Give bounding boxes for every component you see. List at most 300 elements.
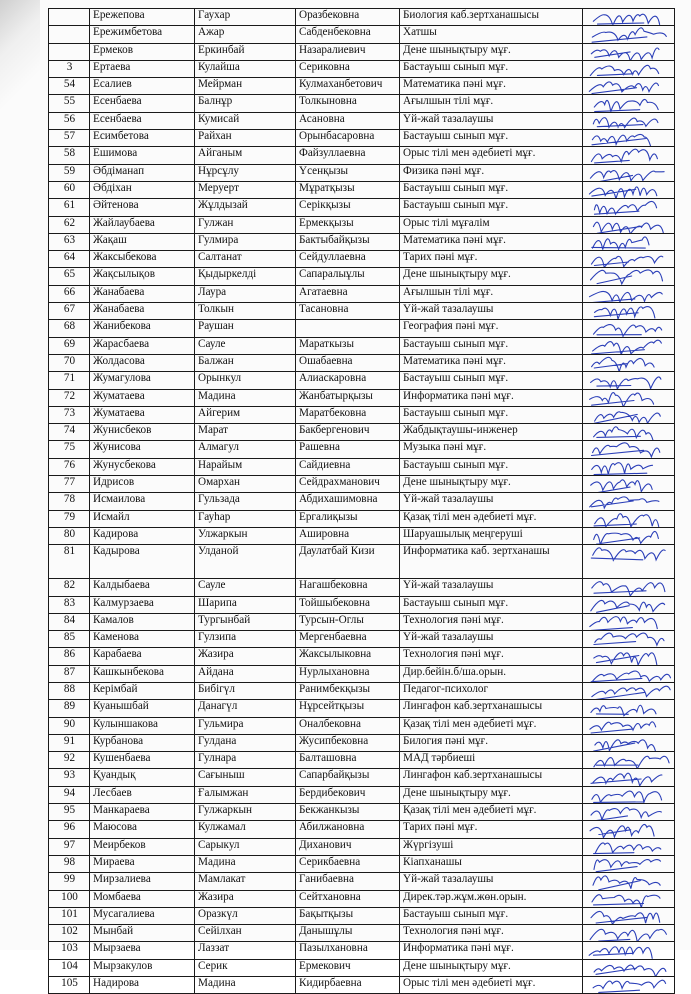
- surname-cell: Жуматаева: [90, 389, 195, 406]
- first-name-cell: Нарайым: [195, 458, 296, 475]
- signature-cell: [583, 596, 675, 613]
- row-number: 80: [49, 527, 90, 544]
- first-name-cell: Гулзипа: [195, 631, 296, 648]
- surname-cell: Жайлаубаева: [90, 216, 195, 233]
- handwritten-signature: [587, 942, 667, 959]
- row-number: 102: [49, 925, 90, 942]
- patronymic-cell: Сейдуллаевна: [296, 251, 400, 268]
- position-cell: Математика пәні мұғ.: [400, 233, 583, 250]
- patronymic-cell: Кулмаханбетович: [296, 78, 400, 95]
- patronymic-cell: Агатаевна: [296, 285, 400, 302]
- surname-cell: Мырзаева: [90, 942, 195, 959]
- surname-cell: Кадырова: [90, 545, 195, 579]
- patronymic-cell: Жанбатырқызы: [296, 389, 400, 406]
- surname-cell: Карабаева: [90, 648, 195, 665]
- table-row: [49, 303, 675, 320]
- position-cell: Үй-жай тазалаушы: [400, 579, 583, 596]
- surname-cell: Камалов: [90, 613, 195, 630]
- table-row: [49, 181, 675, 198]
- row-number: 88: [49, 682, 90, 699]
- position-cell: Қазақ тілі мен әдебиеті мұғ.: [400, 717, 583, 734]
- patronymic-cell: Ермекқызы: [296, 216, 400, 233]
- patronymic-cell: Назаралиевич: [296, 43, 400, 60]
- surname-cell: Кулыншакова: [90, 717, 195, 734]
- surname-cell: Калдыбаева: [90, 579, 195, 596]
- signature-cell: [583, 493, 675, 510]
- handwritten-signature: [587, 613, 667, 630]
- patronymic-cell: Бекжанкызы: [296, 804, 400, 821]
- staff-roster-table: [48, 8, 675, 994]
- patronymic-cell: Оразбековна: [296, 9, 400, 26]
- first-name-cell: Гулдана: [195, 734, 296, 751]
- row-number: 63: [49, 233, 90, 250]
- patronymic-cell: Ергалиқызы: [296, 510, 400, 527]
- surname-cell: Куанышбай: [90, 700, 195, 717]
- table-row: [49, 942, 675, 959]
- row-number: 76: [49, 458, 90, 475]
- signature-cell: [583, 441, 675, 458]
- patronymic-cell: Диханович: [296, 838, 400, 855]
- handwritten-signature: [587, 752, 667, 769]
- position-cell: Билогия пәні мұғ.: [400, 734, 583, 751]
- handwritten-signature: [587, 320, 667, 337]
- position-cell: Жүргізуші: [400, 838, 583, 855]
- row-number: 98: [49, 855, 90, 872]
- table-row: [49, 959, 675, 976]
- surname-cell: Әбдіхан: [90, 181, 195, 198]
- table-row: [49, 752, 675, 769]
- position-cell: Математика пәні мұғ.: [400, 354, 583, 371]
- patronymic-cell: Сапаралыұлы: [296, 268, 400, 285]
- table-row: [49, 354, 675, 371]
- patronymic-cell: Жусипбековна: [296, 734, 400, 751]
- handwritten-signature: [587, 130, 667, 147]
- handwritten-signature: [587, 406, 667, 423]
- signature-cell: [583, 354, 675, 371]
- surname-cell: Есимбетова: [90, 130, 195, 147]
- position-cell: Биология каб.зертханашысы: [400, 9, 583, 26]
- position-cell: Орыс тілі мұғалім: [400, 216, 583, 233]
- handwritten-signature: [587, 596, 667, 613]
- row-number: 57: [49, 130, 90, 147]
- signature-cell: [583, 181, 675, 198]
- table-row: [49, 769, 675, 786]
- first-name-cell: Шарипа: [195, 596, 296, 613]
- handwritten-signature: [587, 60, 667, 77]
- row-number: 99: [49, 873, 90, 890]
- page-fold-shadow: [0, 0, 40, 120]
- position-cell: Дирек.тәр.жұм.жөн.орын.: [400, 890, 583, 907]
- first-name-cell: Мейрман: [195, 78, 296, 95]
- first-name-cell: Серик: [195, 959, 296, 976]
- patronymic-cell: Сериковна: [296, 60, 400, 77]
- first-name-cell: Сарыкул: [195, 838, 296, 855]
- position-cell: Үй-жай тазалаушы: [400, 631, 583, 648]
- table-row: [49, 43, 675, 60]
- first-name-cell: Гулжан: [195, 216, 296, 233]
- first-name-cell: Гулнара: [195, 752, 296, 769]
- table-row: [49, 458, 675, 475]
- table-row: [49, 78, 675, 95]
- row-number: 87: [49, 665, 90, 682]
- first-name-cell: Сейілхан: [195, 925, 296, 942]
- row-number: 72: [49, 389, 90, 406]
- surname-cell: Жанибекова: [90, 320, 195, 337]
- first-name-cell: Тургынбай: [195, 613, 296, 630]
- handwritten-signature: [587, 545, 667, 579]
- signature-cell: [583, 682, 675, 699]
- patronymic-cell: Серікқызы: [296, 199, 400, 216]
- signature-cell: [583, 545, 675, 579]
- handwritten-signature: [587, 372, 667, 389]
- handwritten-signature: [587, 78, 667, 95]
- patronymic-cell: [296, 320, 400, 337]
- table-row: [49, 320, 675, 337]
- patronymic-cell: Сапарбайқызы: [296, 769, 400, 786]
- first-name-cell: Райхан: [195, 130, 296, 147]
- surname-cell: Кадирова: [90, 527, 195, 544]
- first-name-cell: Айгерим: [195, 406, 296, 423]
- handwritten-signature: [587, 441, 667, 458]
- handwritten-signature: [587, 855, 667, 872]
- handwritten-signature: [587, 164, 667, 181]
- position-cell: Ағылшын тілі мұғ.: [400, 95, 583, 112]
- handwritten-signature: [587, 389, 667, 406]
- signature-cell: [583, 389, 675, 406]
- first-name-cell: Қыдыркелді: [195, 268, 296, 285]
- signature-cell: [583, 199, 675, 216]
- first-name-cell: Улжаркын: [195, 527, 296, 544]
- signature-cell: [583, 285, 675, 302]
- handwritten-signature: [587, 527, 667, 544]
- patronymic-cell: Сайдиевна: [296, 458, 400, 475]
- handwritten-signature: [587, 579, 667, 596]
- position-cell: Лингафон каб.зертханашысы: [400, 769, 583, 786]
- row-number: 89: [49, 700, 90, 717]
- position-cell: Педагог-психолог: [400, 682, 583, 699]
- position-cell: Бастауыш сынып мұғ.: [400, 181, 583, 198]
- table-row: [49, 147, 675, 164]
- patronymic-cell: Турсын-Оглы: [296, 613, 400, 630]
- handwritten-signature: [587, 112, 667, 129]
- surname-cell: Жаксыбекова: [90, 251, 195, 268]
- table-row: [49, 26, 675, 43]
- signature-cell: [583, 60, 675, 77]
- handwritten-signature: [587, 476, 667, 493]
- handwritten-signature: [587, 9, 667, 26]
- signature-cell: [583, 648, 675, 665]
- table-row: [49, 372, 675, 389]
- row-number: 71: [49, 372, 90, 389]
- row-number: 55: [49, 95, 90, 112]
- first-name-cell: Лаззат: [195, 942, 296, 959]
- first-name-cell: Сауле: [195, 337, 296, 354]
- patronymic-cell: Алиаскаровна: [296, 372, 400, 389]
- table-row: [49, 389, 675, 406]
- row-number: 58: [49, 147, 90, 164]
- row-number: 73: [49, 406, 90, 423]
- signature-cell: [583, 458, 675, 475]
- handwritten-signature: [587, 890, 667, 907]
- surname-cell: Исмайл: [90, 510, 195, 527]
- signature-cell: [583, 78, 675, 95]
- first-name-cell: Ғалымжан: [195, 786, 296, 803]
- row-number: 84: [49, 613, 90, 630]
- signature-cell: [583, 838, 675, 855]
- table-row: [49, 545, 675, 579]
- first-name-cell: Гульмира: [195, 717, 296, 734]
- surname-cell: Ешимова: [90, 147, 195, 164]
- signature-cell: [583, 320, 675, 337]
- position-cell: Бастауыш сынып мұғ.: [400, 199, 583, 216]
- row-number: 85: [49, 631, 90, 648]
- patronymic-cell: Балташовна: [296, 752, 400, 769]
- surname-cell: Ертаева: [90, 60, 195, 77]
- table-row: [49, 199, 675, 216]
- surname-cell: Исмаилова: [90, 493, 195, 510]
- signature-cell: [583, 95, 675, 112]
- row-number: 65: [49, 268, 90, 285]
- table-row: [49, 977, 675, 994]
- surname-cell: Момбаева: [90, 890, 195, 907]
- surname-cell: Мынбай: [90, 925, 195, 942]
- handwritten-signature: [587, 873, 667, 890]
- position-cell: Лингафон каб.зертханашысы: [400, 700, 583, 717]
- handwritten-signature: [587, 682, 667, 699]
- handwritten-signature: [587, 43, 667, 60]
- position-cell: Орыс тілі мен әдебиеті мұғ.: [400, 147, 583, 164]
- first-name-cell: Жұлдызай: [195, 199, 296, 216]
- patronymic-cell: Орынбасаровна: [296, 130, 400, 147]
- row-number: 96: [49, 821, 90, 838]
- surname-cell: Жақсылықов: [90, 268, 195, 285]
- row-number: 74: [49, 424, 90, 441]
- patronymic-cell: Нұрсейтқызы: [296, 700, 400, 717]
- surname-cell: Қуандық: [90, 769, 195, 786]
- first-name-cell: Гулжаркын: [195, 804, 296, 821]
- patronymic-cell: Үсенқызы: [296, 164, 400, 181]
- handwritten-signature: [587, 424, 667, 441]
- surname-cell: Жунусбекова: [90, 458, 195, 475]
- first-name-cell: Гульзада: [195, 493, 296, 510]
- position-cell: Хатшы: [400, 26, 583, 43]
- position-cell: МАД тәрбиеші: [400, 752, 583, 769]
- handwritten-signature: [587, 769, 667, 786]
- surname-cell: Жанабаева: [90, 303, 195, 320]
- row-number: 3: [49, 60, 90, 77]
- first-name-cell: Жазира: [195, 648, 296, 665]
- patronymic-cell: Ганибаевна: [296, 873, 400, 890]
- row-number: 62: [49, 216, 90, 233]
- patronymic-cell: Ашировна: [296, 527, 400, 544]
- surname-cell: Каменова: [90, 631, 195, 648]
- surname-cell: Әбдіманап: [90, 164, 195, 181]
- signature-cell: [583, 873, 675, 890]
- surname-cell: Жумагулова: [90, 372, 195, 389]
- row-number: 79: [49, 510, 90, 527]
- row-number: 60: [49, 181, 90, 198]
- handwritten-signature: [587, 199, 667, 216]
- first-name-cell: Меруерт: [195, 181, 296, 198]
- position-cell: Бастауыш сынып мұғ.: [400, 372, 583, 389]
- handwritten-signature: [587, 734, 667, 751]
- position-cell: Жабдықтаушы-инженер: [400, 424, 583, 441]
- row-number: 69: [49, 337, 90, 354]
- signature-cell: [583, 9, 675, 26]
- patronymic-cell: Абдихашимовна: [296, 493, 400, 510]
- handwritten-signature: [587, 181, 667, 198]
- table-row: [49, 527, 675, 544]
- handwritten-signature: [587, 717, 667, 734]
- signature-cell: [583, 233, 675, 250]
- surname-cell: Жунисова: [90, 441, 195, 458]
- handwritten-signature: [587, 925, 667, 942]
- signature-cell: [583, 855, 675, 872]
- table-row: [49, 95, 675, 112]
- position-cell: Шаруашылық меңгеруші: [400, 527, 583, 544]
- first-name-cell: Нұрсұлу: [195, 164, 296, 181]
- first-name-cell: Мадина: [195, 855, 296, 872]
- signature-cell: [583, 717, 675, 734]
- signature-cell: [583, 821, 675, 838]
- row-number: 66: [49, 285, 90, 302]
- row-number: 93: [49, 769, 90, 786]
- table-row: [49, 9, 675, 26]
- signature-cell: [583, 112, 675, 129]
- row-number: 68: [49, 320, 90, 337]
- position-cell: Бастауыш сынып мұғ.: [400, 907, 583, 924]
- handwritten-signature: [587, 458, 667, 475]
- patronymic-cell: Бактыбайқызы: [296, 233, 400, 250]
- surname-cell: Жуматаева: [90, 406, 195, 423]
- table-row: [49, 441, 675, 458]
- handwritten-signature: [587, 285, 667, 302]
- table-row: [49, 631, 675, 648]
- table-row: [49, 700, 675, 717]
- roster-body: [49, 9, 675, 994]
- signature-cell: [583, 734, 675, 751]
- first-name-cell: Балнұр: [195, 95, 296, 112]
- position-cell: Технология пәні мұғ.: [400, 613, 583, 630]
- surname-cell: Есалиев: [90, 78, 195, 95]
- signature-cell: [583, 251, 675, 268]
- signature-cell: [583, 977, 675, 994]
- row-number: 97: [49, 838, 90, 855]
- handwritten-signature: [587, 268, 667, 285]
- handwritten-signature: [587, 337, 667, 354]
- patronymic-cell: Нурлыхановна: [296, 665, 400, 682]
- position-cell: Ағылшын тілі мұғ.: [400, 285, 583, 302]
- signature-cell: [583, 804, 675, 821]
- table-row: [49, 873, 675, 890]
- surname-cell: Есенбаева: [90, 95, 195, 112]
- position-cell: Информатика каб. зертханашы: [400, 545, 583, 579]
- signature-cell: [583, 752, 675, 769]
- first-name-cell: Балжан: [195, 354, 296, 371]
- handwritten-signature: [587, 354, 667, 371]
- surname-cell: Лесбаев: [90, 786, 195, 803]
- handwritten-signature: [587, 251, 667, 268]
- row-number: 94: [49, 786, 90, 803]
- table-row: [49, 424, 675, 441]
- row-number: 83: [49, 596, 90, 613]
- position-cell: Тарих пәні мұғ.: [400, 821, 583, 838]
- patronymic-cell: Бердибекович: [296, 786, 400, 803]
- handwritten-signature: [587, 648, 667, 665]
- patronymic-cell: Тойшыбековна: [296, 596, 400, 613]
- table-row: [49, 493, 675, 510]
- table-row: [49, 510, 675, 527]
- row-number: 90: [49, 717, 90, 734]
- position-cell: Дене шынықтыру мұғ.: [400, 476, 583, 493]
- row-number: 101: [49, 907, 90, 924]
- table-row: [49, 786, 675, 803]
- row-number: [49, 26, 90, 43]
- patronymic-cell: Файзуллаевна: [296, 147, 400, 164]
- signature-cell: [583, 786, 675, 803]
- position-cell: Бастауыш сынып мұғ.: [400, 60, 583, 77]
- position-cell: Музыка пәні мұғ.: [400, 441, 583, 458]
- signature-cell: [583, 890, 675, 907]
- first-name-cell: Омархан: [195, 476, 296, 493]
- table-row: [49, 907, 675, 924]
- signature-cell: [583, 613, 675, 630]
- patronymic-cell: Толкыновна: [296, 95, 400, 112]
- patronymic-cell: Ошабаевна: [296, 354, 400, 371]
- signature-cell: [583, 43, 675, 60]
- surname-cell: Ережимбетова: [90, 26, 195, 43]
- patronymic-cell: Мергенбаевна: [296, 631, 400, 648]
- table-row: [49, 285, 675, 302]
- row-number: 91: [49, 734, 90, 751]
- first-name-cell: Бибігүл: [195, 682, 296, 699]
- signature-cell: [583, 130, 675, 147]
- patronymic-cell: Сейдрахманович: [296, 476, 400, 493]
- patronymic-cell: Нагашбековна: [296, 579, 400, 596]
- position-cell: География пәні мұғ.: [400, 320, 583, 337]
- first-name-cell: Лаура: [195, 285, 296, 302]
- handwritten-signature: [587, 959, 667, 976]
- patronymic-cell: Сейтхановна: [296, 890, 400, 907]
- row-number: 92: [49, 752, 90, 769]
- first-name-cell: Мамлакат: [195, 873, 296, 890]
- table-row: [49, 130, 675, 147]
- position-cell: Математика пәні мұғ.: [400, 78, 583, 95]
- signature-cell: [583, 579, 675, 596]
- signature-cell: [583, 26, 675, 43]
- table-row: [49, 233, 675, 250]
- table-row: [49, 855, 675, 872]
- row-number: 103: [49, 942, 90, 959]
- handwritten-signature: [587, 665, 667, 682]
- first-name-cell: Гаухар: [195, 9, 296, 26]
- table-row: [49, 164, 675, 181]
- position-cell: Технология пәні мұғ.: [400, 648, 583, 665]
- row-number: [49, 9, 90, 26]
- handwritten-signature: [587, 821, 667, 838]
- table-row: [49, 682, 675, 699]
- surname-cell: Идрисов: [90, 476, 195, 493]
- table-row: [49, 925, 675, 942]
- handwritten-signature: [587, 216, 667, 233]
- signature-cell: [583, 476, 675, 493]
- table-row: [49, 804, 675, 821]
- first-name-cell: Еркинбай: [195, 43, 296, 60]
- patronymic-cell: Серикбаевна: [296, 855, 400, 872]
- signature-cell: [583, 925, 675, 942]
- signature-cell: [583, 372, 675, 389]
- patronymic-cell: Мұратқызы: [296, 181, 400, 198]
